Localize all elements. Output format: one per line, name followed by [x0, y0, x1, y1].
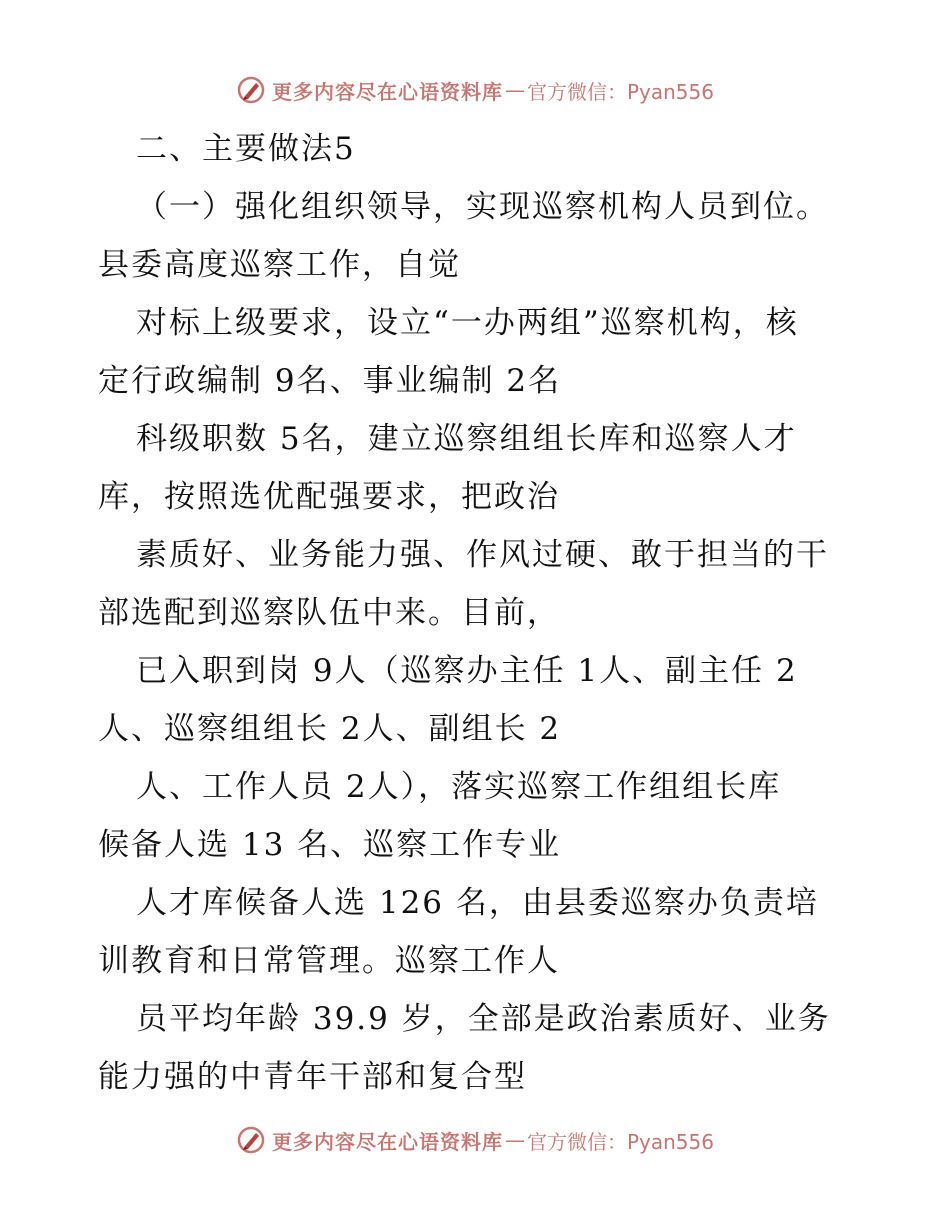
banner-separator: — [504, 78, 525, 102]
subsection-heading: （一）强化组织领导，实现巡察机构人员到位。 [136, 189, 829, 225]
pen-logo-icon [236, 75, 266, 105]
body-line: 素质好、业务能力强、作风过硬、敢于担当的干 [136, 537, 829, 573]
banner-brand: 更多内容尽在心语资料库 [271, 1129, 503, 1154]
body-line: 人、工作人员 2人），落实巡察工作组组长库 [136, 769, 782, 805]
body-line: 科级职数 5名，建立巡察组组长库和巡察人才 [136, 421, 797, 457]
body-line: 部选配到巡察队伍中来。目前， [98, 595, 560, 631]
body-line: 训教育和日常管理。巡察工作人 [98, 943, 560, 979]
body-line: 员平均年龄 39.9 岁，全部是政治素质好、业务 [136, 1001, 831, 1037]
footer-banner [0, 1120, 950, 1160]
banner-wechat: 官方微信：Pyan556 [526, 79, 714, 104]
body-line: 定行政编制 9名、事业编制 2名 [98, 363, 562, 399]
section-heading: 二、主要做法5 [136, 131, 356, 167]
body-line: 候备人选 13 名、巡察工作专业 [98, 827, 562, 863]
header-banner [0, 70, 950, 110]
document-body [98, 120, 858, 1106]
pen-logo-icon [236, 1125, 266, 1155]
body-line: 库，按照选优配强要求，把政治 [98, 479, 560, 515]
banner-separator: — [504, 1128, 525, 1152]
body-line: 已入职到岗 9人（巡察办主任 1人、副主任 2 [136, 653, 798, 689]
body-line: 人、巡察组组长 2人、副组长 2 [98, 711, 562, 747]
body-line: 县委高度巡察工作，自觉 [98, 247, 461, 283]
banner-wechat: 官方微信：Pyan556 [526, 1129, 714, 1154]
body-line: 能力强的中青年干部和复合型 [98, 1059, 527, 1095]
body-line: 对标上级要求，设立“一办两组”巡察机构，核 [136, 305, 799, 341]
body-line: 人才库候备人选 126 名，由县委巡察办负责培 [136, 885, 819, 921]
banner-brand: 更多内容尽在心语资料库 [271, 79, 503, 104]
